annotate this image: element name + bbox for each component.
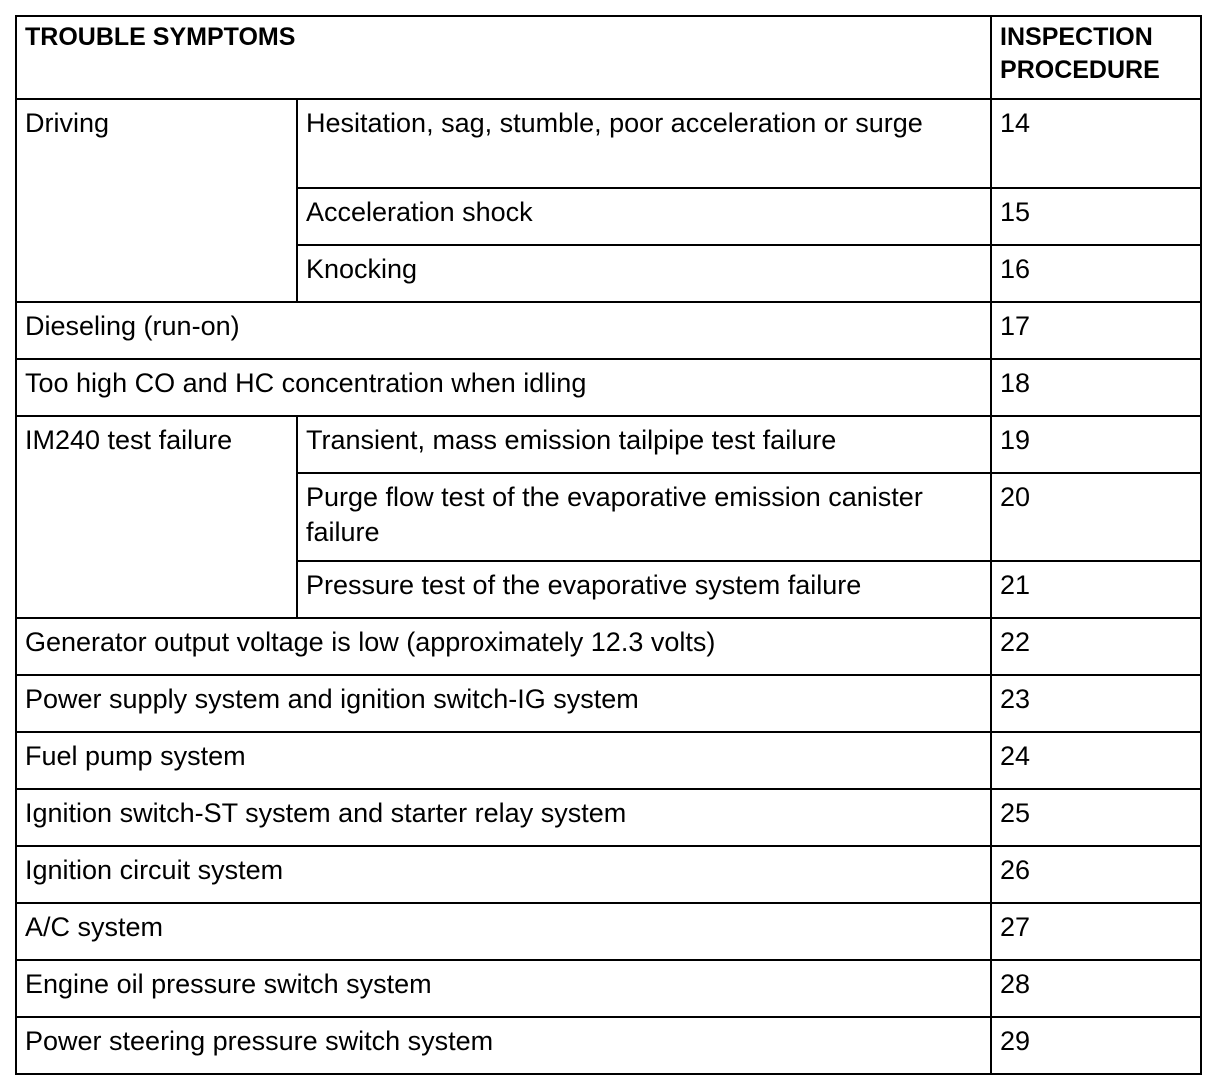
- procedure-cell: 14: [991, 99, 1201, 188]
- procedure-cell: 19: [991, 416, 1201, 473]
- table-row: [16, 675, 1201, 732]
- table-row: [16, 618, 1201, 675]
- procedure-cell: 26: [991, 846, 1201, 903]
- procedure-cell: 29: [991, 1017, 1201, 1074]
- symptom-cell: Acceleration shock: [297, 188, 991, 245]
- procedure-cell: 18: [991, 359, 1201, 416]
- symptom-cell: Transient, mass emission tailpipe test failure: [297, 416, 991, 473]
- procedure-cell: 23: [991, 675, 1201, 732]
- procedure-cell: 15: [991, 188, 1201, 245]
- procedure-cell: 27: [991, 903, 1201, 960]
- header-row: [16, 16, 1201, 99]
- symptom-cell: Ignition circuit system: [16, 846, 991, 903]
- table-row: [16, 416, 1201, 473]
- table-row: [16, 789, 1201, 846]
- symptom-cell: Hesitation, sag, stumble, poor acceleration or surge: [297, 99, 991, 188]
- procedure-cell: 28: [991, 960, 1201, 1017]
- symptom-cell: Purge flow test of the evaporative emission canister failure: [297, 473, 991, 561]
- table-row: [16, 99, 1201, 188]
- symptom-cell: Dieseling (run-on): [16, 302, 991, 359]
- symptom-cell: Engine oil pressure switch system: [16, 960, 991, 1017]
- symptom-cell: Too high CO and HC concentration when idling: [16, 359, 991, 416]
- procedure-cell: 22: [991, 618, 1201, 675]
- header-symptoms: TROUBLE SYMPTOMS: [16, 16, 991, 99]
- table-row: [16, 732, 1201, 789]
- table-row: [16, 359, 1201, 416]
- symptom-cell: Pressure test of the evaporative system failure: [297, 561, 991, 618]
- trouble-symptoms-table: [15, 15, 1202, 1075]
- procedure-cell: 24: [991, 732, 1201, 789]
- procedure-cell: 20: [991, 473, 1201, 561]
- table-row: [16, 960, 1201, 1017]
- procedure-cell: 16: [991, 245, 1201, 302]
- table-row: [16, 302, 1201, 359]
- procedure-cell: 25: [991, 789, 1201, 846]
- symptom-cell: Fuel pump system: [16, 732, 991, 789]
- table-row: [16, 846, 1201, 903]
- group-im240: IM240 test failure: [16, 416, 297, 618]
- procedure-cell: 17: [991, 302, 1201, 359]
- symptom-cell: Ignition switch-ST system and starter relay system: [16, 789, 991, 846]
- symptom-cell: Generator output voltage is low (approximately 12.3 volts): [16, 618, 991, 675]
- symptom-cell: Knocking: [297, 245, 991, 302]
- symptom-cell: Power steering pressure switch system: [16, 1017, 991, 1074]
- table-row: [16, 903, 1201, 960]
- header-procedure: INSPECTION PROCEDURE: [991, 16, 1201, 99]
- table-row: [16, 1017, 1201, 1074]
- symptom-cell: Power supply system and ignition switch-IG system: [16, 675, 991, 732]
- procedure-cell: 21: [991, 561, 1201, 618]
- symptom-cell: A/C system: [16, 903, 991, 960]
- group-driving: Driving: [16, 99, 297, 302]
